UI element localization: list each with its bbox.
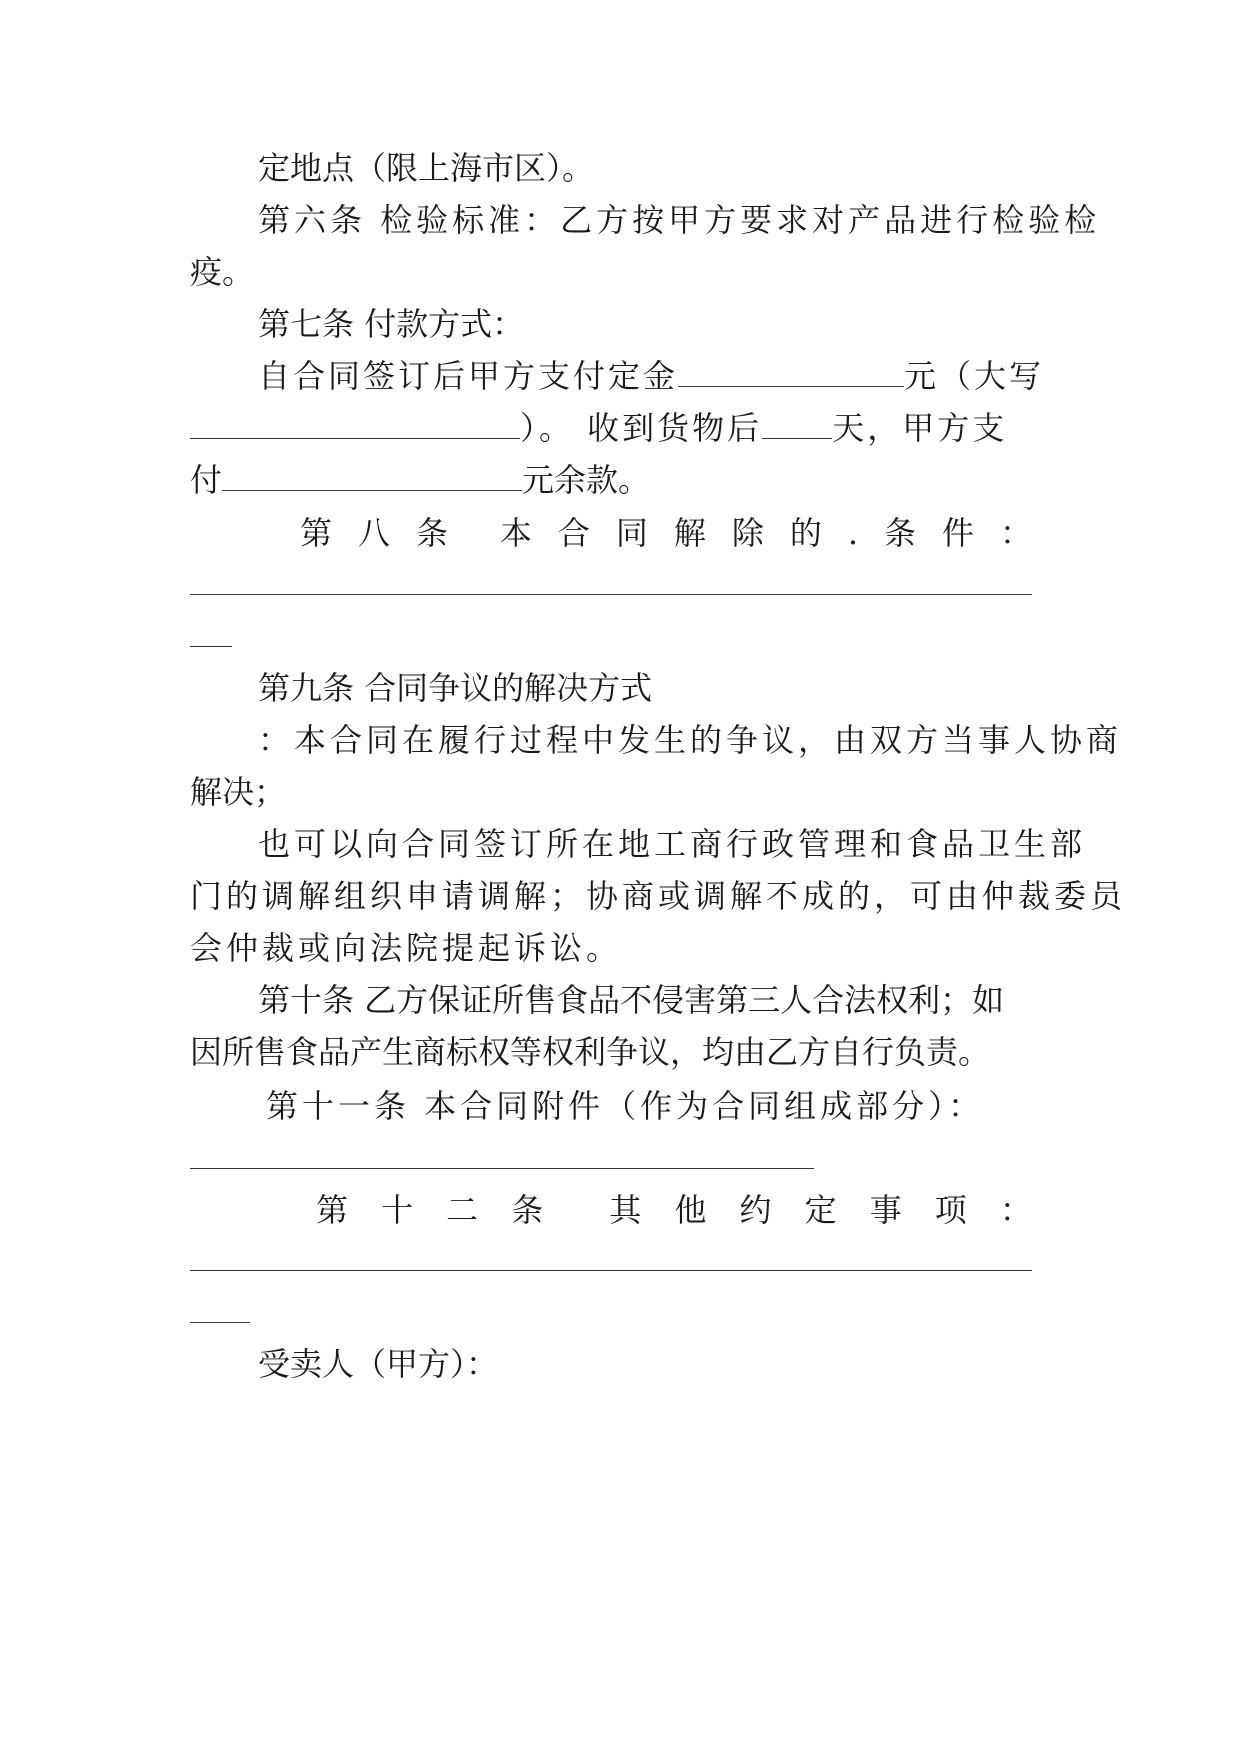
article-11-heading: 第十一条 本合同附件（作为合同组成部分）： xyxy=(266,1087,985,1125)
article-6-heading: 第六条 检验标准：乙方按甲方要求对产品进行检验检 xyxy=(258,201,1101,239)
uppercase-amount-blank xyxy=(190,412,520,439)
article-8-blank-line xyxy=(190,594,1032,595)
text-span: 付 xyxy=(190,461,223,499)
text-line: 门的调解组织申请调解；协商或调解不成的，可由仲裁委员 xyxy=(190,877,1127,915)
char: 的 xyxy=(789,514,822,552)
text-line: 因所售食品产生商标权等权利争议，均由乙方自行负责。 xyxy=(190,1033,991,1071)
text-span: 自合同签订后甲方支付定金 xyxy=(258,357,679,395)
days-blank xyxy=(762,412,832,439)
char: 二 xyxy=(446,1191,479,1229)
article-12-heading xyxy=(316,1190,1032,1230)
text-line: 疫。 xyxy=(190,253,255,291)
text-line: 解决； xyxy=(190,773,287,811)
char: 他 xyxy=(674,1191,707,1229)
text-span: ）。 收到货物后 xyxy=(520,409,763,447)
char: 本 xyxy=(499,514,532,552)
char: 件 xyxy=(941,514,974,552)
article-9-heading: 第九条 合同争议的解决方式 xyxy=(258,669,653,707)
text-line: ：本合同在履行过程中发生的争议，由双方当事人协商 xyxy=(258,721,1123,759)
article-7-heading: 第七条 付款方式： xyxy=(258,305,525,343)
char: 条 xyxy=(415,514,448,552)
char: 八 xyxy=(357,514,390,552)
char: 除 xyxy=(731,514,764,552)
article-12-blank-line xyxy=(190,1270,1032,1271)
char: 约 xyxy=(739,1191,772,1229)
char: 条 xyxy=(883,514,916,552)
signature-buyer-label: 受卖人（甲方）： xyxy=(258,1345,499,1383)
text-line xyxy=(190,408,1007,448)
char: 十 xyxy=(381,1191,414,1229)
article-8-heading xyxy=(300,513,1032,553)
text-span: 元（大写 xyxy=(904,357,1045,395)
char: 同 xyxy=(615,514,648,552)
char: 定 xyxy=(804,1191,837,1229)
text-line xyxy=(258,356,1044,396)
char: ： xyxy=(999,1191,1032,1229)
char: 第 xyxy=(300,514,333,552)
char: 合 xyxy=(557,514,590,552)
article-8-blank-line-tail xyxy=(190,646,232,647)
text-span: 元余款。 xyxy=(522,461,651,499)
balance-amount-blank xyxy=(222,464,522,491)
char: . xyxy=(847,514,858,552)
article-10-heading: 第十条 乙方保证所售食品不侵害第三人合法权利；如 xyxy=(258,981,1005,1019)
deposit-amount-blank xyxy=(678,360,904,387)
text-line: 定地点（限上海市区）。 xyxy=(258,149,595,187)
article-11-blank-line xyxy=(190,1168,814,1169)
article-12-blank-line-tail xyxy=(190,1322,250,1323)
text-line: 也可以向合同签订所在地工商行政管理和食品卫生部 xyxy=(258,825,1087,863)
char: 项 xyxy=(934,1191,967,1229)
text-line: 会仲裁或向法院提起诉讼。 xyxy=(190,929,623,967)
char: 条 xyxy=(511,1191,544,1229)
text-line xyxy=(190,460,650,500)
text-span: 天，甲方支 xyxy=(832,409,1008,447)
char: ： xyxy=(999,514,1032,552)
char: 事 xyxy=(869,1191,902,1229)
char: 其 xyxy=(609,1191,642,1229)
char: 解 xyxy=(673,514,706,552)
char: 第 xyxy=(316,1191,349,1229)
